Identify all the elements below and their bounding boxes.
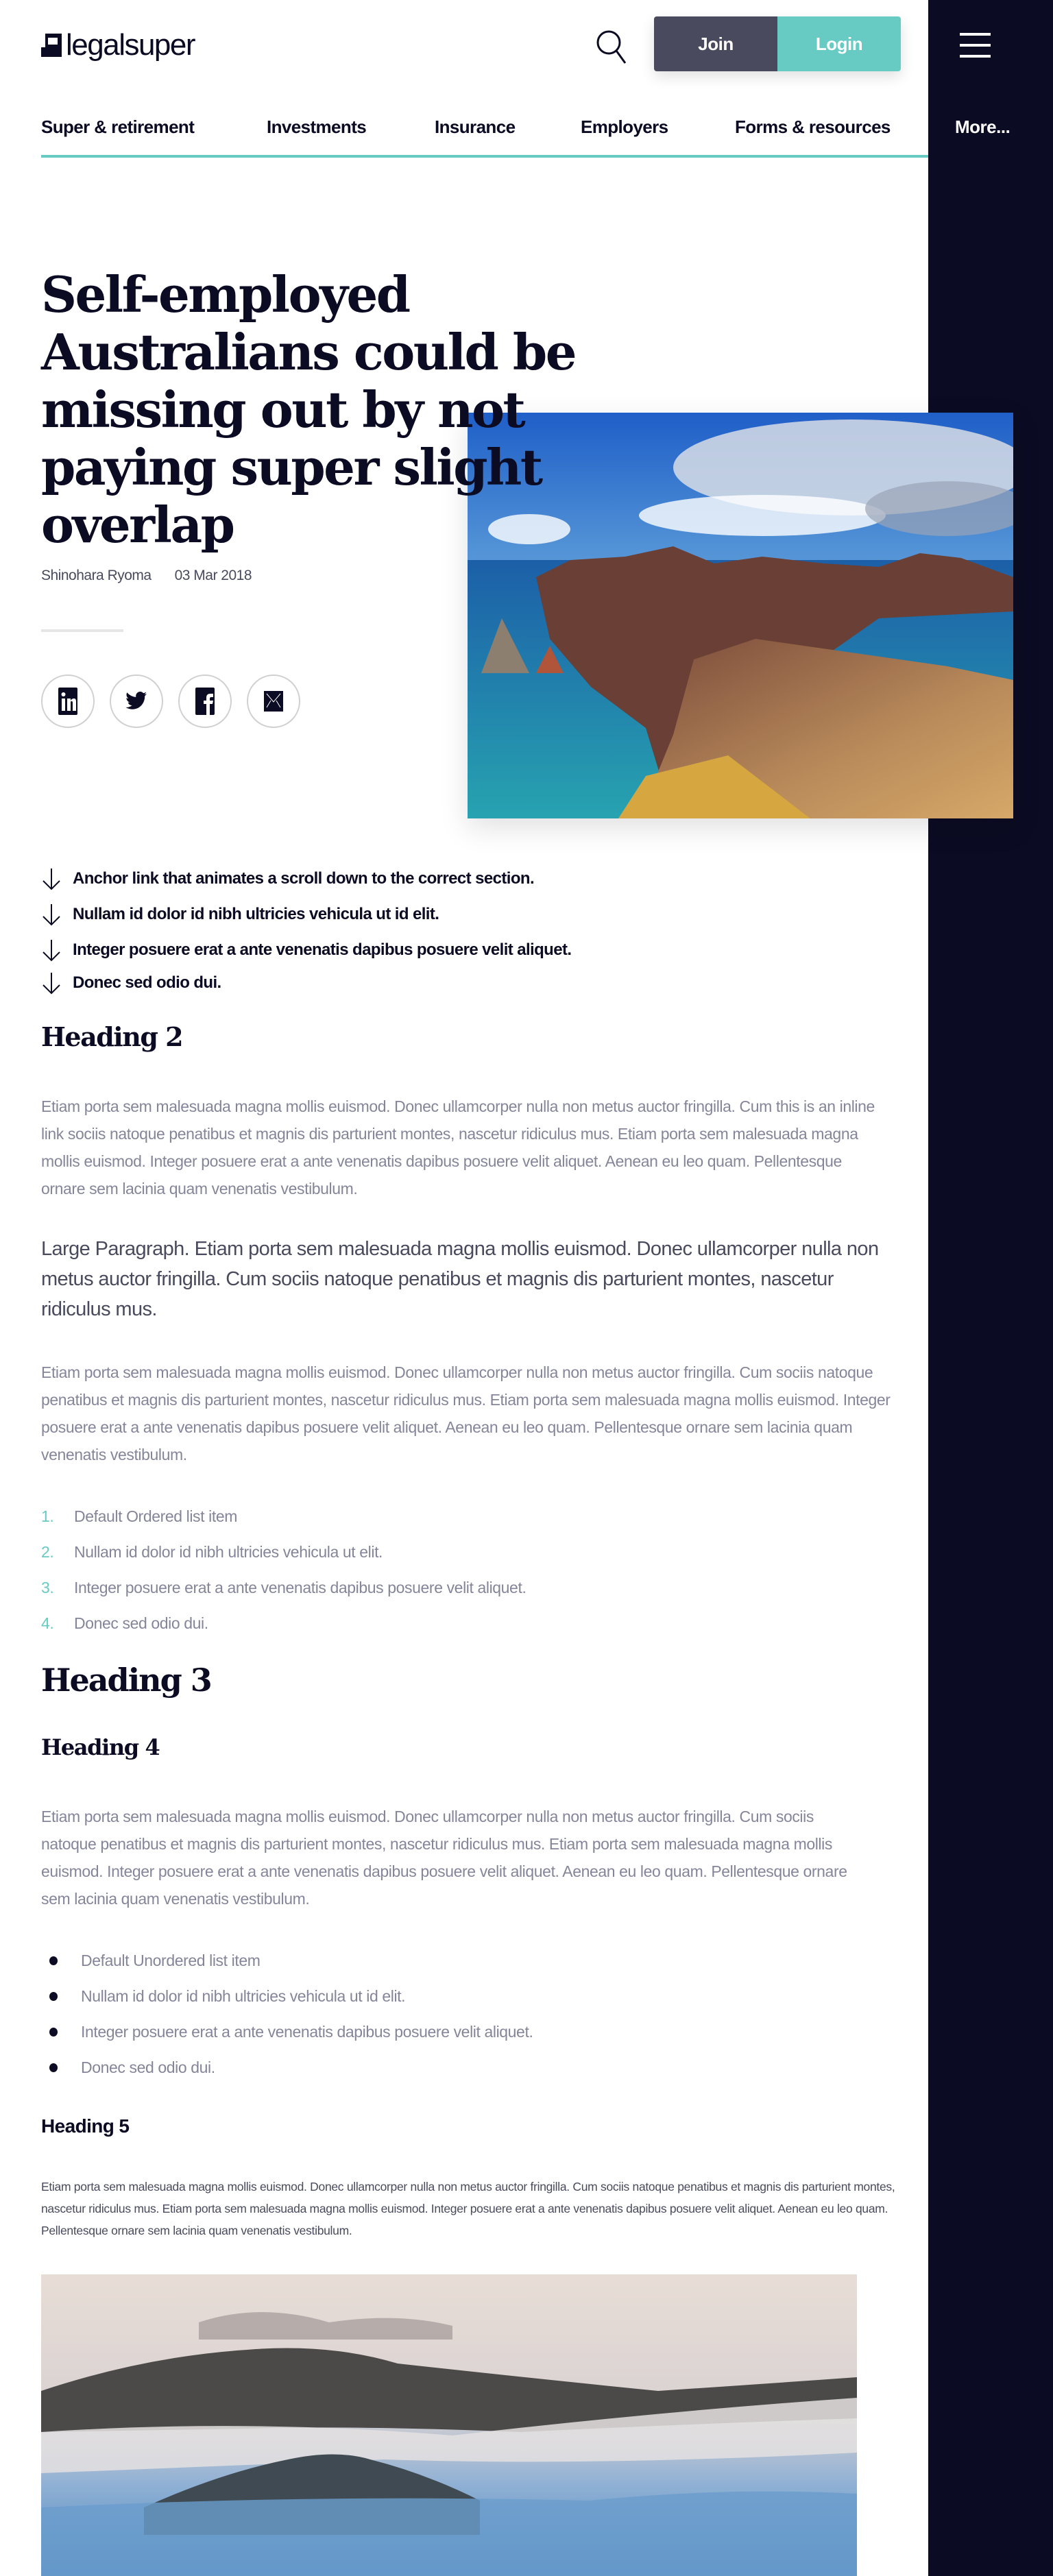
large-paragraph: Large Paragraph. Etiam porta sem malesuada magna mollis euismod. Donec ullamcorper nulla non metus auctor fringilla. Cum sociis natoque penatibus et magnis dis parturient montes, nascetur ridiculus mus. [41, 1238, 879, 1320]
join-button[interactable]: Join [654, 16, 777, 71]
share-twitter-button[interactable] [110, 675, 163, 728]
arrow-down-icon [41, 938, 62, 962]
email-icon [264, 691, 283, 712]
list-item-text: Integer posuere erat a ante venenatis dapibus posuere velit aliquet. [81, 2022, 533, 2041]
main-nav [41, 110, 928, 158]
list-number: 4. [41, 1614, 54, 1632]
anchor-links [41, 861, 571, 998]
menu-button[interactable] [960, 33, 991, 59]
login-button[interactable]: Login [777, 16, 901, 71]
small-paragraph: Etiam porta sem malesuada magna mollis euismod. Donec ullamcorper nulla non metus auctor fringilla. Cum sociis natoque penatibus et magnis dis parturient montes, nascetur ridiculus mus. Etiam porta sem malesuada magna mollis euismod. Integer posuere erat a ante venenatis dapibus posuere velit aliquet. Aenean eu leo quam. Pellentesque ornare sem lacinia quam venenatis vestibulum. [41, 2180, 895, 2237]
body-paragraph: Etiam porta sem malesuada magna mollis euismod. Donec ullamcorper nulla non metus auctor fringilla. Cum sociis natoque penatibus et magnis dis parturient montes, nascetur ridiculus mus. Etiam porta sem malesuada magna mollis euismod. Integer posuere erat a ante venenatis dapibus posuere velit aliquet. Aenean eu leo quam. Pellentesque ornare sem lacinia quam venenatis vestibulum. [41, 1808, 847, 1908]
page-title: Self-employed Australians could be missing out by not paying super slight overlap [41, 265, 576, 554]
linkedin-icon [58, 688, 77, 715]
nav-item-forms-resources[interactable]: Forms & resources [735, 117, 891, 137]
unordered-list-item [41, 1943, 533, 1978]
list-item-text: Donec sed odio dui. [74, 1614, 208, 1632]
heading-5: Heading 5 [41, 2115, 130, 2137]
body-paragraph: Etiam porta sem malesuada magna mollis euismod. Donec ullamcorper nulla non metus auctor fringilla. Cum sociis natoque penatibus et magnis dis parturient montes, nascetur ridiculus mus. Etiam porta sem malesuada magna mollis euismod. Integer posuere erat a ante venenatis dapibus posuere velit aliquet. Aenean eu leo quam. Pellentesque ornare sem lacinia quam venenatis vestibulum. [41, 1363, 891, 1463]
article-date: 03 Mar 2018 [174, 568, 252, 583]
unordered-list-item [41, 2014, 533, 2050]
anchor-link[interactable] [41, 932, 571, 968]
nav-item-insurance[interactable]: Insurance [435, 117, 516, 137]
anchor-link[interactable] [41, 968, 571, 998]
share-buttons [41, 675, 300, 728]
ordered-list-item [41, 1605, 526, 1641]
logo-text: legalsuper [66, 28, 195, 62]
nav-item-employers[interactable]: Employers [581, 117, 668, 137]
search-icon [594, 27, 632, 66]
unordered-list [41, 1943, 533, 2085]
bullet-icon [49, 2063, 58, 2072]
paragraph-text: sociis natoque penatibus et magnis dis parturient montes, nascetur ridiculus mus. Etiam porta sem malesuada magna mollis euismod. Integer posuere erat a ante venenatis dapibus posuere velit aliquet. Aenean eu leo quam. Pellentesque ornare sem lacinia quam venenatis vestibulum. [41, 1125, 858, 1198]
list-number: 1. [41, 1507, 54, 1525]
list-item-text: Integer posuere erat a ante venenatis dapibus posuere velit aliquet. [74, 1578, 526, 1596]
heading-3: Heading 3 [41, 1662, 211, 1699]
search-button[interactable] [594, 27, 632, 66]
ordered-list-item [41, 1570, 526, 1605]
content-image [41, 2274, 857, 2576]
anchor-link[interactable] [41, 861, 571, 897]
nav-more-link[interactable]: More... [955, 117, 1010, 137]
list-item-text: Nullam id dolor id nibh ultricies vehicula ut elit. [74, 1542, 383, 1561]
body-paragraph [41, 1093, 878, 1202]
share-linkedin-button[interactable] [41, 675, 95, 728]
anchor-link-label: Anchor link that animates a scroll down to the correct section. [73, 869, 535, 888]
divider [41, 629, 123, 632]
article-meta [41, 568, 252, 584]
hamburger-icon-line [960, 33, 991, 36]
share-email-button[interactable] [247, 675, 300, 728]
anchor-link-label: Nullam id dolor id nibh ultricies vehicula ut id elit. [73, 905, 439, 923]
share-facebook-button[interactable] [178, 675, 232, 728]
unordered-list-item [41, 1978, 533, 2014]
twitter-icon [125, 690, 147, 713]
article-author: Shinohara Ryoma [41, 568, 152, 583]
paragraph-text: Etiam porta sem malesuada magna mollis euismod. Donec ullamcorper nulla non metus auctor fringilla. Cum [41, 1097, 776, 1115]
arrow-down-icon [41, 903, 62, 926]
arrow-down-icon [41, 867, 62, 890]
list-number: 2. [41, 1542, 54, 1561]
ordered-list [41, 1498, 526, 1641]
auth-buttons [654, 16, 901, 71]
logo[interactable] [41, 30, 195, 60]
facebook-icon [195, 688, 215, 715]
side-rail [928, 0, 1053, 2576]
ordered-list-item [41, 1534, 526, 1570]
bullet-icon [49, 2028, 58, 2037]
list-item-text: Default Unordered list item [81, 1951, 261, 1969]
anchor-link[interactable] [41, 897, 571, 932]
list-item-text: Donec sed odio dui. [81, 2058, 215, 2076]
arrow-down-icon [41, 971, 62, 995]
hamburger-icon-line [960, 44, 991, 47]
inline-link[interactable]: this is an inline link [41, 1097, 875, 1143]
nav-item-super-retirement[interactable]: Super & retirement [41, 117, 195, 137]
anchor-link-label: Integer posuere erat a ante venenatis dapibus posuere velit aliquet. [73, 940, 572, 959]
nav-item-investments[interactable]: Investments [267, 117, 367, 137]
heading-4: Heading 4 [41, 1734, 160, 1760]
bullet-icon [49, 1992, 58, 2001]
logo-icon [41, 34, 62, 57]
list-number: 3. [41, 1578, 54, 1596]
hamburger-icon-line [960, 55, 991, 58]
list-item-text: Default Ordered list item [74, 1507, 237, 1525]
list-item-text: Nullam id dolor id nibh ultricies vehicula ut id elit. [81, 1986, 406, 2005]
unordered-list-item [41, 2050, 533, 2085]
anchor-link-label: Donec sed odio dui. [73, 973, 221, 992]
heading-2: Heading 2 [41, 1021, 183, 1052]
ordered-list-item [41, 1498, 526, 1534]
bullet-icon [49, 1956, 58, 1965]
